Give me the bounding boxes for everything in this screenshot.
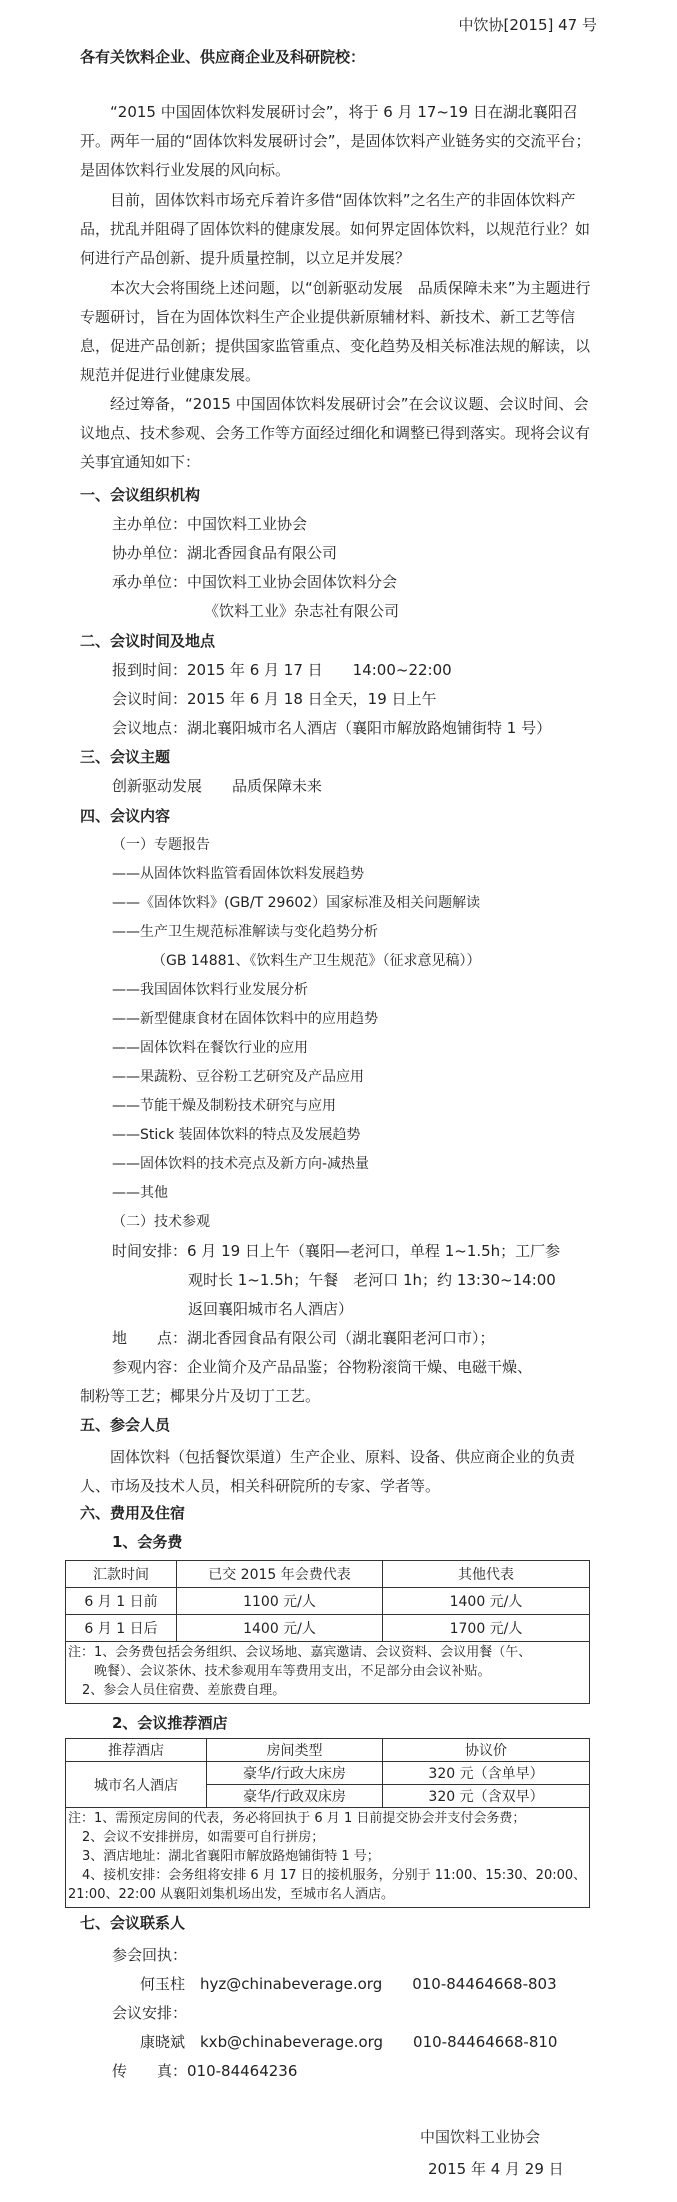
signature-date: 2015 年 4 月 29 日 [428,2160,564,2178]
hotel-table [65,1738,590,1808]
fee-notes [65,1641,590,1704]
intro-paragraph-1: “2015 中国固体饮料发展研讨会”，将于 6 月 17~19 日在湖北襄阳召开。两年一届的“固体饮料发展研讨会”，是固体饮料产业链务实的交流平台；是固体饮料行业发展的风向标。 [80,103,591,179]
report-item: ——生产卫生规范标准解读与变化趋势分析 [112,924,378,940]
hotel-note: 21:00、22:00 从襄阳刘集机场出发，至城市名人酒店。 [68,1887,395,1902]
section-4-title: 四、会议内容 [80,807,171,825]
visit-time-2: 观时长 1~1.5h；午餐 老河口 1h；约 13:30~14:00 [188,1271,556,1289]
table-cell: 1700 元/人 [383,1615,590,1642]
meeting-theme: 创新驱动发展 品质保障未来 [112,777,323,795]
fee-note: 2、参会人员住宿费、差旅费自理。 [82,1683,286,1698]
visit-time-3: 返回襄阳城市名人酒店） [188,1300,354,1318]
report-item: ——新型健康食材在固体饮料中的应用趋势 [112,1011,378,1027]
table-header: 其他代表 [383,1561,590,1588]
document-number: 中饮协[2015] 47 号 [458,16,597,34]
fax: 传 真：010-84464236 [112,2062,298,2080]
intro-paragraph-4: 经过筹备，“2015 中国固体饮料发展研讨会”在会议议题、会议时间、会议地点、技术参观、会务工作等方面经过细化和调整已得到落实。现将会议有关事宜通知如下： [80,395,591,471]
table-row [66,1615,590,1642]
section-1-title: 一、会议组织机构 [80,486,201,504]
visit-content-2: 制粉等工艺；椰果分片及切丁工艺。 [80,1387,321,1405]
arrange-contact: 康晓斌 kxb@chinabeverage.org 010-84464668-810 [140,2033,558,2051]
fee-subtitle: 1、会务费 [112,1533,183,1551]
section-2-title: 二、会议时间及地点 [80,632,216,650]
table-header: 推荐酒店 [66,1739,207,1762]
report-item: ——Stick 装固体饮料的特点及发展趋势 [112,1127,361,1143]
organizer-2: 《饮料工业》杂志社有限公司 [204,602,400,620]
table-cell: 城市名人酒店 [66,1762,207,1808]
table-row [66,1762,590,1785]
section-5-title: 五、参会人员 [80,1416,171,1434]
section-7-title: 七、会议联系人 [80,1914,186,1932]
arrange-label: 会议安排： [112,2004,188,2022]
table-cell: 6 月 1 日前 [66,1588,177,1615]
meeting-venue: 会议地点：湖北襄阳城市名人酒店（襄阳市解放路炮铺街特 1 号） [112,719,552,737]
fee-note: 晚餐）、会议茶休、技术参观用车等费用支出，不足部分由会议补贴。 [94,1664,491,1679]
report-item: ——节能干燥及制粉技术研究与应用 [112,1098,336,1114]
report-item: ——果蔬粉、豆谷粉工艺研究及产品应用 [112,1069,364,1085]
intro-paragraph-2: 目前，固体饮料市场充斥着许多借“固体饮料”之名生产的非固体饮料产品，扰乱并阻碍了固体饮料的健康发展。如何界定固体饮料，以规范行业？如何进行产品创新、提升质量控制，以立足并发展？ [80,191,591,267]
report-item: （GB 14881、《饮料生产卫生规范》（征求意见稿）） [152,953,481,969]
report-item: ——《固体饮料》(GB/T 29602）国家标准及相关问题解读 [112,895,481,911]
salutation: 各有关饮料企业、供应商企业及科研院校： [80,48,366,66]
table-cell: 1400 元/人 [383,1588,590,1615]
report-item: ——从固体饮料监管看固体饮料发展趋势 [112,866,364,882]
section-6-title: 六、费用及住宿 [80,1504,186,1522]
fee-table [65,1560,590,1642]
fee-note: 注：1、会务费包括会务组织、会议场地、嘉宾邀请、会议资料、会议用餐（午、 [68,1645,532,1660]
reply-contact: 何玉柱 hyz@chinabeverage.org 010-84464668-803 [140,1975,557,1993]
report-item: ——固体饮料在餐饮行业的应用 [112,1040,308,1056]
host-unit: 主办单位：中国饮料工业协会 [112,515,308,533]
visit-content-1: 参观内容：企业简介及产品品鉴；谷物粉滚筒干燥、电磁干燥、 [112,1358,533,1376]
report-item: ——固体饮料的技术亮点及新方向-减热量 [112,1156,370,1172]
table-cell: 1400 元/人 [177,1615,383,1642]
intro-paragraph-3: 本次大会将围绕上述问题，以“创新驱动发展 品质保障未来”为主题进行专题研讨，旨在为固体饮料生产企业提供新原辅材料、新技术、新工艺等信息，促进产品创新；提供国家监管重点、变化趋势及相关标准法规的解读，以规范并促进行业健康发展。 [80,279,591,384]
meeting-time: 会议时间：2015 年 6 月 18 日全天，19 日上午 [112,690,437,708]
table-cell: 320 元（含单早） [383,1762,590,1785]
attendees-text: 固体饮料（包括餐饮渠道）生产企业、原料、设备、供应商企业的负责人、市场及技术人员，相关科研院所的专家、学者等。 [80,1448,576,1495]
co-organizer: 协办单位：湖北香园食品有限公司 [112,544,338,562]
table-header: 已交 2015 年会费代表 [177,1561,383,1588]
table-cell: 豪华/行政大床房 [207,1762,383,1785]
table-header: 房间类型 [207,1739,383,1762]
report-item: ——我国固体饮料行业发展分析 [112,982,308,998]
table-cell: 豪华/行政双床房 [207,1785,383,1808]
hotel-note: 注：1、需预定房间的代表，务必将回执于 6 月 1 日前提交协会并支付会务费； [68,1811,526,1826]
hotel-notes [65,1807,590,1908]
reply-label: 参会回执： [112,1946,188,1964]
table-header: 汇款时间 [66,1561,177,1588]
table-row [66,1561,590,1588]
table-cell: 1100 元/人 [177,1588,383,1615]
table-row [66,1588,590,1615]
table-cell: 320 元（含双早） [383,1785,590,1808]
visit-place: 地 点：湖北香园食品有限公司（湖北襄阳老河口市）； [112,1329,495,1347]
report-item: ——其他 [112,1185,168,1201]
section-3-title: 三、会议主题 [80,748,171,766]
visit-time-1: 时间安排：6 月 19 日上午（襄阳—老河口，单程 1~1.5h；工厂参 [112,1242,561,1260]
hotel-note: 3、酒店地址：湖北省襄阳市解放路炮铺街特 1 号； [82,1849,380,1864]
signature-org: 中国饮料工业协会 [420,2128,541,2146]
hotel-subtitle: 2、会议推荐酒店 [112,1714,228,1732]
checkin-time: 报到时间：2015 年 6 月 17 日 14:00~22:00 [112,661,452,679]
table-row [66,1739,590,1762]
subsection-reports: （一）专题报告 [112,837,210,853]
hotel-note: 2、会议不安排拼房，如需要可自行拼房； [82,1830,325,1845]
table-cell: 6 月 1 日后 [66,1615,177,1642]
hotel-note: 4、接机安排：会务组将安排 6 月 17 日的接机服务，分别于 11:00、15:30、20:00、 [82,1868,587,1883]
subsection-visit: （二）技术参观 [112,1214,210,1230]
table-header: 协议价 [383,1739,590,1762]
organizer: 承办单位：中国饮料工业协会固体饮料分会 [112,573,398,591]
